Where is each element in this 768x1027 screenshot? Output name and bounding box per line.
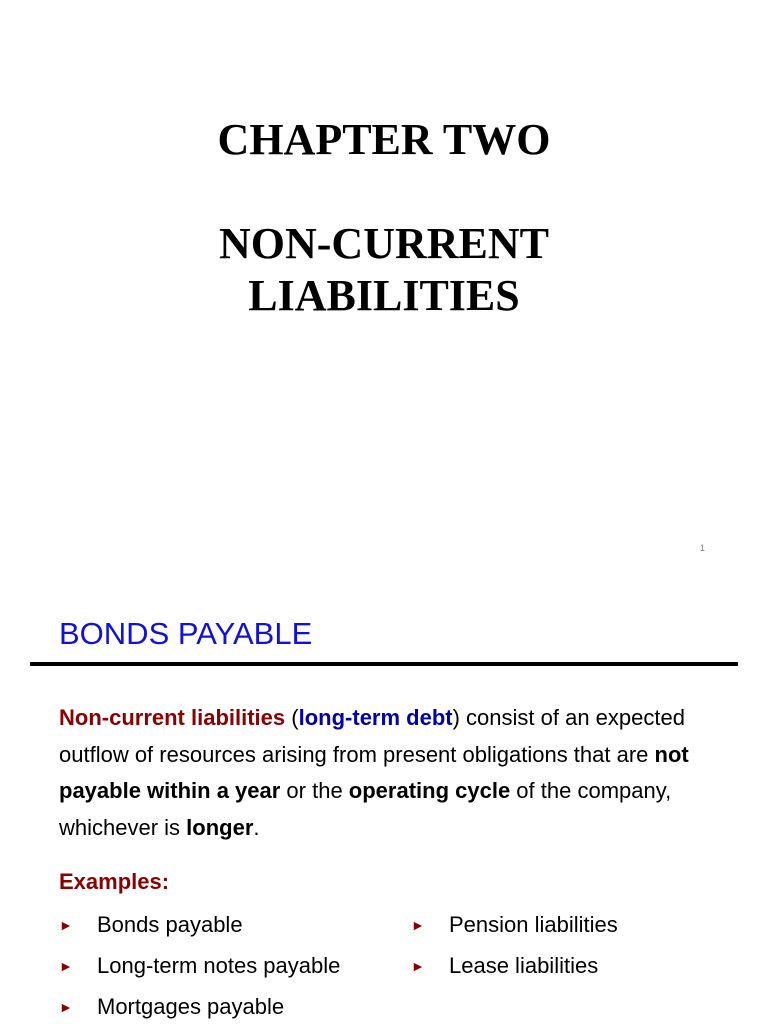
- examples-list-left: [59, 904, 340, 1027]
- paren-open: (: [285, 705, 299, 730]
- list-item: [411, 904, 618, 945]
- page-number: 1: [700, 543, 706, 553]
- paragraph-text-2: or the: [280, 778, 349, 803]
- term-long-term-debt: long-term debt: [298, 705, 453, 730]
- list-item-label: Mortgages payable: [97, 993, 285, 1019]
- bullet-arrow-icon: ►: [411, 957, 425, 974]
- examples-label: Examples:: [59, 869, 170, 894]
- title-line-2: LIABILITIES: [248, 271, 520, 320]
- paragraph-text-1: ) consist of an expected outflow of resources arising from present obligations that are: [59, 705, 685, 767]
- definition-paragraph: [59, 700, 719, 846]
- bullet-arrow-icon: ►: [59, 957, 73, 974]
- examples-list-right: [411, 904, 618, 986]
- bullet-arrow-icon: ►: [59, 916, 73, 933]
- list-item: [411, 945, 618, 986]
- list-item: [59, 986, 340, 1027]
- emphasis-operating-cycle: operating cycle: [348, 778, 511, 803]
- title-line-1: NON-CURRENT: [219, 219, 549, 268]
- bullet-arrow-icon: ►: [411, 916, 425, 933]
- chapter-label: CHAPTER TWO: [217, 115, 551, 164]
- list-item-label: Bonds payable: [97, 911, 243, 937]
- paragraph-text-3: of the company, whichever is: [59, 778, 672, 840]
- paragraph-text-4: .: [253, 814, 260, 840]
- emphasis-longer: longer: [186, 814, 254, 840]
- emphasis-not-payable: not payable within a year: [59, 741, 689, 803]
- heading-divider: [30, 662, 738, 666]
- slide-heading: BONDS PAYABLE: [59, 616, 313, 651]
- bullet-arrow-icon: ►: [59, 998, 73, 1015]
- term-non-current-liabilities: Non-current liabilities: [59, 705, 286, 730]
- list-item: [59, 945, 340, 986]
- list-item-label: Long-term notes payable: [97, 952, 341, 978]
- list-item-label: Pension liabilities: [449, 911, 618, 937]
- list-item: [59, 904, 340, 945]
- list-item-label: Lease liabilities: [449, 952, 599, 978]
